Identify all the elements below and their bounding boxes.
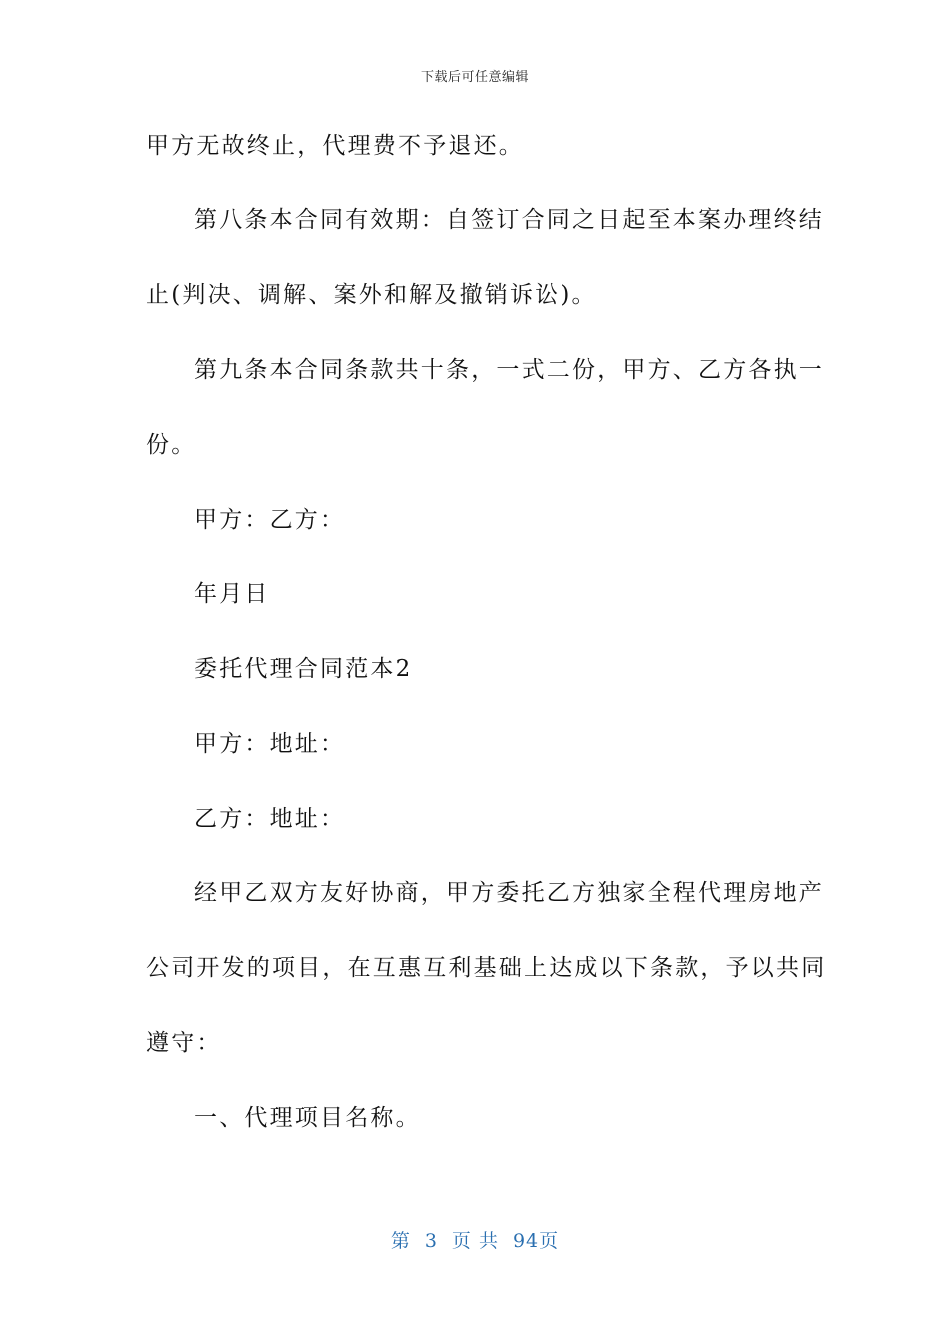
current-page-number: 3 xyxy=(424,1230,438,1252)
total-pages-number: 94 xyxy=(512,1230,540,1252)
paragraph-line: 遵守： xyxy=(146,1030,222,1056)
party-line: 甲方：地址： xyxy=(194,731,346,757)
page-number-footer xyxy=(0,1226,950,1253)
section-title: 委托代理合同范本2 xyxy=(194,656,413,682)
page-header-note: 下载后可任意编辑 xyxy=(420,70,529,85)
signature-line: 甲方：乙方： xyxy=(194,507,346,533)
date-line: 年月日 xyxy=(194,581,270,607)
paragraph-line: 第八条本合同有效期：自签订合同之日起至本案办理终结 xyxy=(194,207,824,233)
paragraph-line: 经甲乙双方友好协商，甲方委托乙方独家全程代理房地产 xyxy=(194,880,824,906)
footer-suffix: 页 xyxy=(539,1230,560,1252)
footer-middle: 页 共 xyxy=(451,1230,499,1252)
paragraph-line: 甲方无故终止，代理费不予退还。 xyxy=(146,133,524,159)
footer-prefix: 第 xyxy=(390,1230,411,1252)
paragraph-line: 公司开发的项目，在互惠互利基础上达成以下条款，予以共同 xyxy=(146,955,827,981)
party-line: 乙方：地址： xyxy=(194,806,346,832)
paragraph-line: 份。 xyxy=(146,432,197,458)
paragraph-line: 第九条本合同条款共十条，一式二份，甲方、乙方各执一 xyxy=(194,357,824,383)
paragraph-line: 止(判决、调解、案外和解及撤销诉讼)。 xyxy=(146,282,597,308)
clause-heading: 一、代理项目名称。 xyxy=(194,1105,421,1131)
